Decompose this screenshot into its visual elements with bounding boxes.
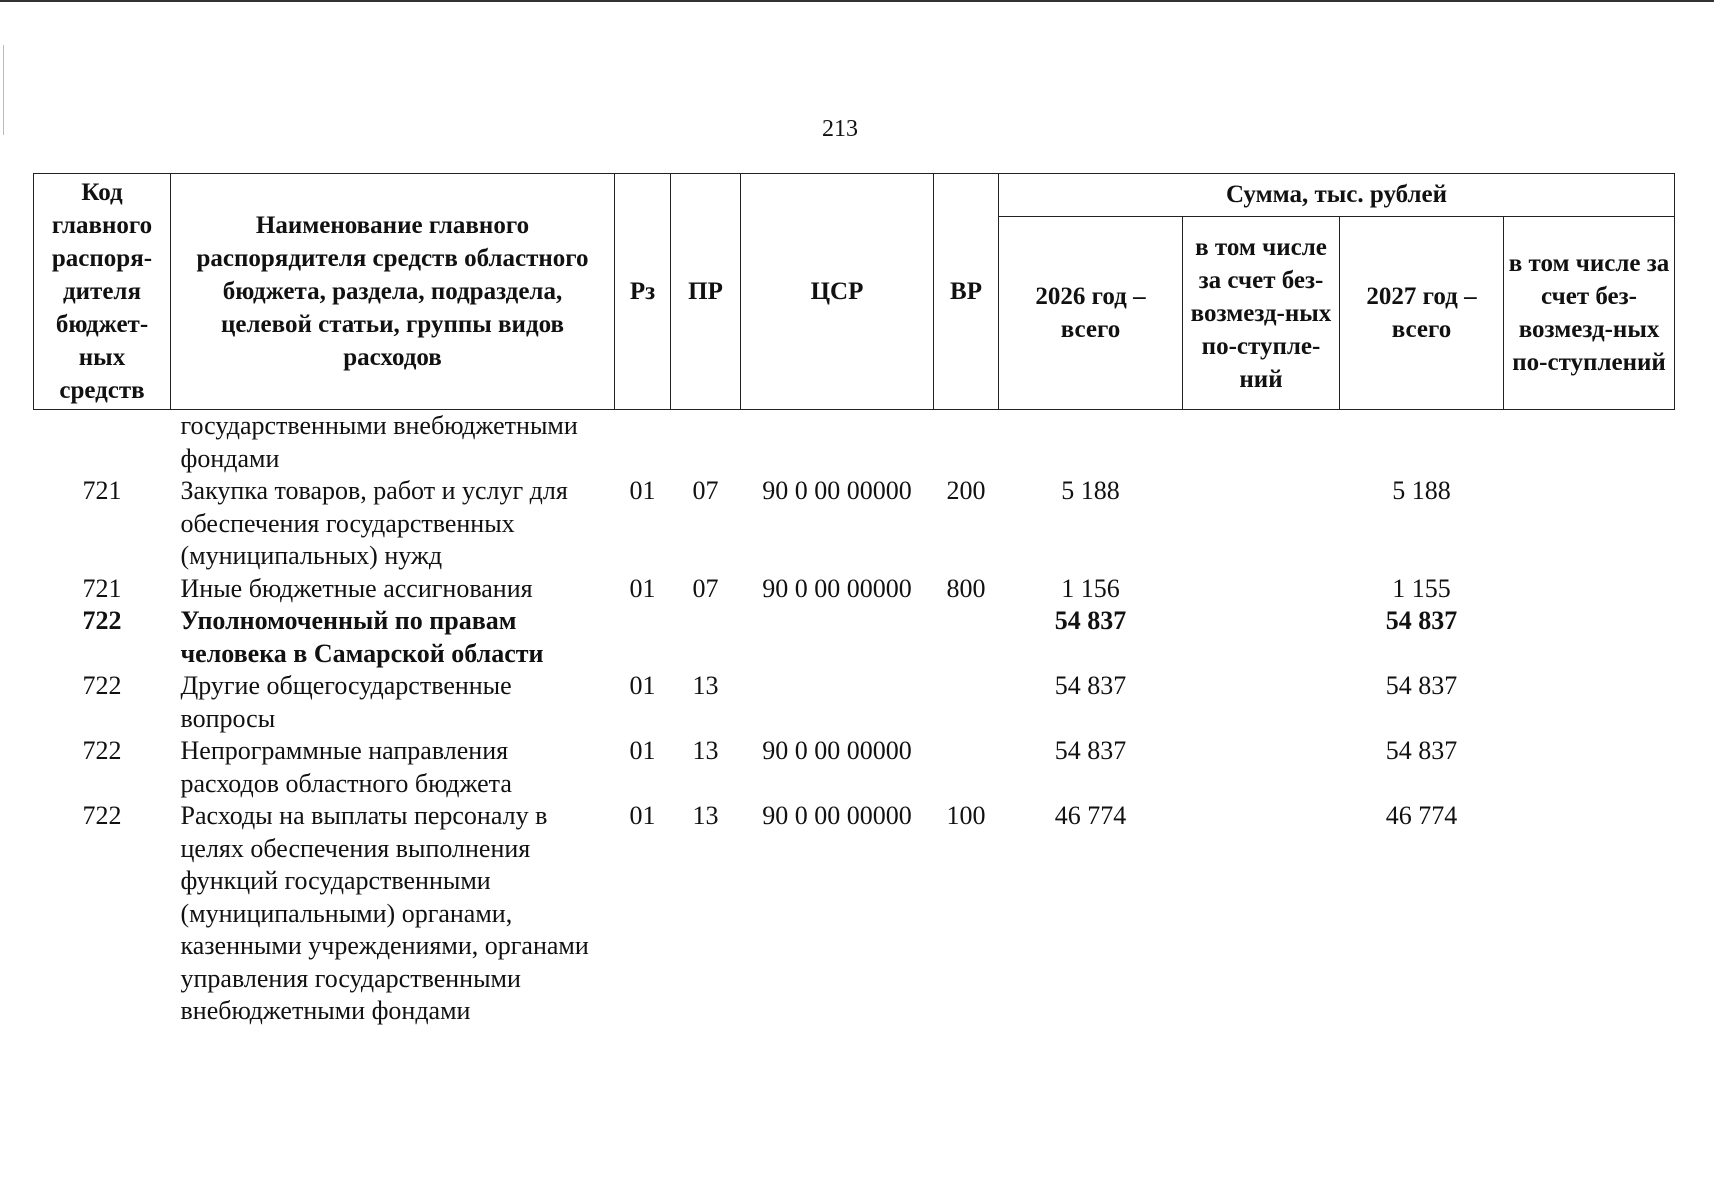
- table-row: [34, 605, 1675, 670]
- cell-pr: 07: [692, 476, 719, 505]
- cell-name: Уполномоченный по правам человека в Самарской области: [180, 606, 544, 668]
- cell-rz: [615, 605, 671, 670]
- cell-2026-total: [999, 410, 1183, 476]
- cell-pr: 13: [692, 736, 719, 765]
- cell-name: Иные бюджетные ассигнования: [180, 573, 533, 603]
- header-code: Код главного распоря-дителя бюджет-ных средств: [34, 174, 171, 410]
- cell-2026-total: 46 774: [1054, 801, 1127, 830]
- top-border-rule: [0, 0, 1714, 2]
- cell-2027-gratis: [1504, 800, 1675, 1028]
- cell-csr: [741, 670, 934, 735]
- cell-pr: 13: [692, 801, 719, 830]
- cell-2026-gratis: [1183, 800, 1340, 1028]
- header-vr: ВР: [934, 174, 999, 410]
- cell-csr: [741, 605, 934, 670]
- cell-name: Непрограммные направления расходов областного бюджета: [180, 736, 512, 798]
- cell-vr: 100: [946, 801, 986, 830]
- cell-vr: [934, 670, 999, 735]
- header-sum-group: Сумма, тыс. рублей: [999, 174, 1675, 217]
- cell-vr: [934, 410, 999, 476]
- header-2026-total: 2026 год – всего: [999, 217, 1183, 410]
- cell-vr: 200: [946, 476, 986, 505]
- cell-2026-gratis: [1183, 475, 1340, 573]
- cell-csr: 90 0 00 00000: [762, 573, 912, 603]
- cell-code: 721: [82, 573, 122, 603]
- cell-rz: 01: [629, 736, 656, 765]
- cell-2026-gratis: [1183, 605, 1340, 670]
- cell-2026-total: 5 188: [1061, 476, 1120, 505]
- table-row: [34, 410, 1675, 476]
- cell-2026-gratis: [1183, 670, 1340, 735]
- cell-2027-gratis: [1504, 573, 1675, 606]
- cell-2026-total: 54 837: [1054, 736, 1127, 765]
- cell-code: 721: [82, 476, 122, 505]
- header-2027-gratis: в том числе за счет без-возмезд-ных по-ступлений: [1504, 217, 1675, 410]
- cell-name: Расходы на выплаты персоналу в целях обеспечения выполнения функций государственными (муниципальными) органами, казенными учреждениями, органами управления государственными внебюджетными фондами: [180, 801, 589, 1025]
- cell-2027-gratis: [1504, 410, 1675, 476]
- cell-2027-gratis: [1504, 670, 1675, 735]
- table-header: [34, 174, 1675, 410]
- cell-pr: 07: [692, 573, 719, 603]
- cell-code: [34, 410, 171, 476]
- cell-rz: 01: [629, 671, 656, 700]
- cell-csr: 90 0 00 00000: [762, 476, 912, 505]
- cell-pr: 13: [692, 671, 719, 700]
- header-name: Наименование главного распорядителя средств областного бюджета, раздела, подраздела, целевой статьи, группы видов расходов: [171, 174, 615, 410]
- table-row: [34, 573, 1675, 606]
- cell-2026-gratis: [1183, 735, 1340, 800]
- cell-2026-total: 54 837: [1054, 606, 1127, 635]
- table-row: [34, 475, 1675, 573]
- cell-2027-total: [1340, 410, 1504, 476]
- cell-csr: 90 0 00 00000: [762, 801, 912, 830]
- header-pr: ПР: [671, 174, 741, 410]
- cell-csr: 90 0 00 00000: [762, 736, 912, 765]
- table-row: [34, 670, 1675, 735]
- cell-2026-total: 54 837: [1054, 671, 1127, 700]
- header-csr: ЦСР: [741, 174, 934, 410]
- header-2027-total: 2027 год – всего: [1340, 217, 1504, 410]
- cell-name: Другие общегосударственные вопросы: [180, 671, 512, 733]
- cell-2027-total: 1 155: [1392, 573, 1451, 603]
- cell-rz: [615, 410, 671, 476]
- cell-2027-gratis: [1504, 605, 1675, 670]
- page-number: 213: [822, 116, 858, 142]
- cell-2027-total: 5 188: [1392, 476, 1451, 505]
- cell-2027-total: 46 774: [1385, 801, 1458, 830]
- cell-2026-gratis: [1183, 410, 1340, 476]
- header-2026-gratis: в том числе за счет без-возмезд-ных по-ступле-ний: [1183, 217, 1340, 410]
- cell-rz: 01: [629, 573, 656, 603]
- cell-2026-gratis: [1183, 573, 1340, 606]
- cell-2027-gratis: [1504, 475, 1675, 573]
- cell-vr: 800: [946, 573, 986, 603]
- table-row: [34, 735, 1675, 800]
- cell-2027-total: 54 837: [1385, 736, 1458, 765]
- cell-2027-total: 54 837: [1385, 671, 1458, 700]
- cell-vr: [934, 735, 999, 800]
- cell-name: государственными внебюджетными фондами: [180, 411, 578, 473]
- budget-table: [33, 173, 1675, 1028]
- header-rz: Рз: [615, 174, 671, 410]
- cell-code: 722: [82, 671, 122, 700]
- cell-2026-total: 1 156: [1061, 573, 1120, 603]
- cell-vr: [934, 605, 999, 670]
- table-body: [34, 410, 1675, 1028]
- table-row: [34, 800, 1675, 1028]
- cell-2027-gratis: [1504, 735, 1675, 800]
- cell-csr: [741, 410, 934, 476]
- cell-name: Закупка товаров, работ и услуг для обеспечения государственных (муниципальных) нужд: [180, 476, 568, 570]
- cell-code: 722: [82, 736, 122, 765]
- cell-code: 722: [82, 801, 122, 830]
- cell-pr: [671, 605, 741, 670]
- cell-pr: [671, 410, 741, 476]
- cell-rz: 01: [629, 476, 656, 505]
- cell-code: 722: [82, 606, 122, 635]
- cell-rz: 01: [629, 801, 656, 830]
- cell-2027-total: 54 837: [1385, 606, 1458, 635]
